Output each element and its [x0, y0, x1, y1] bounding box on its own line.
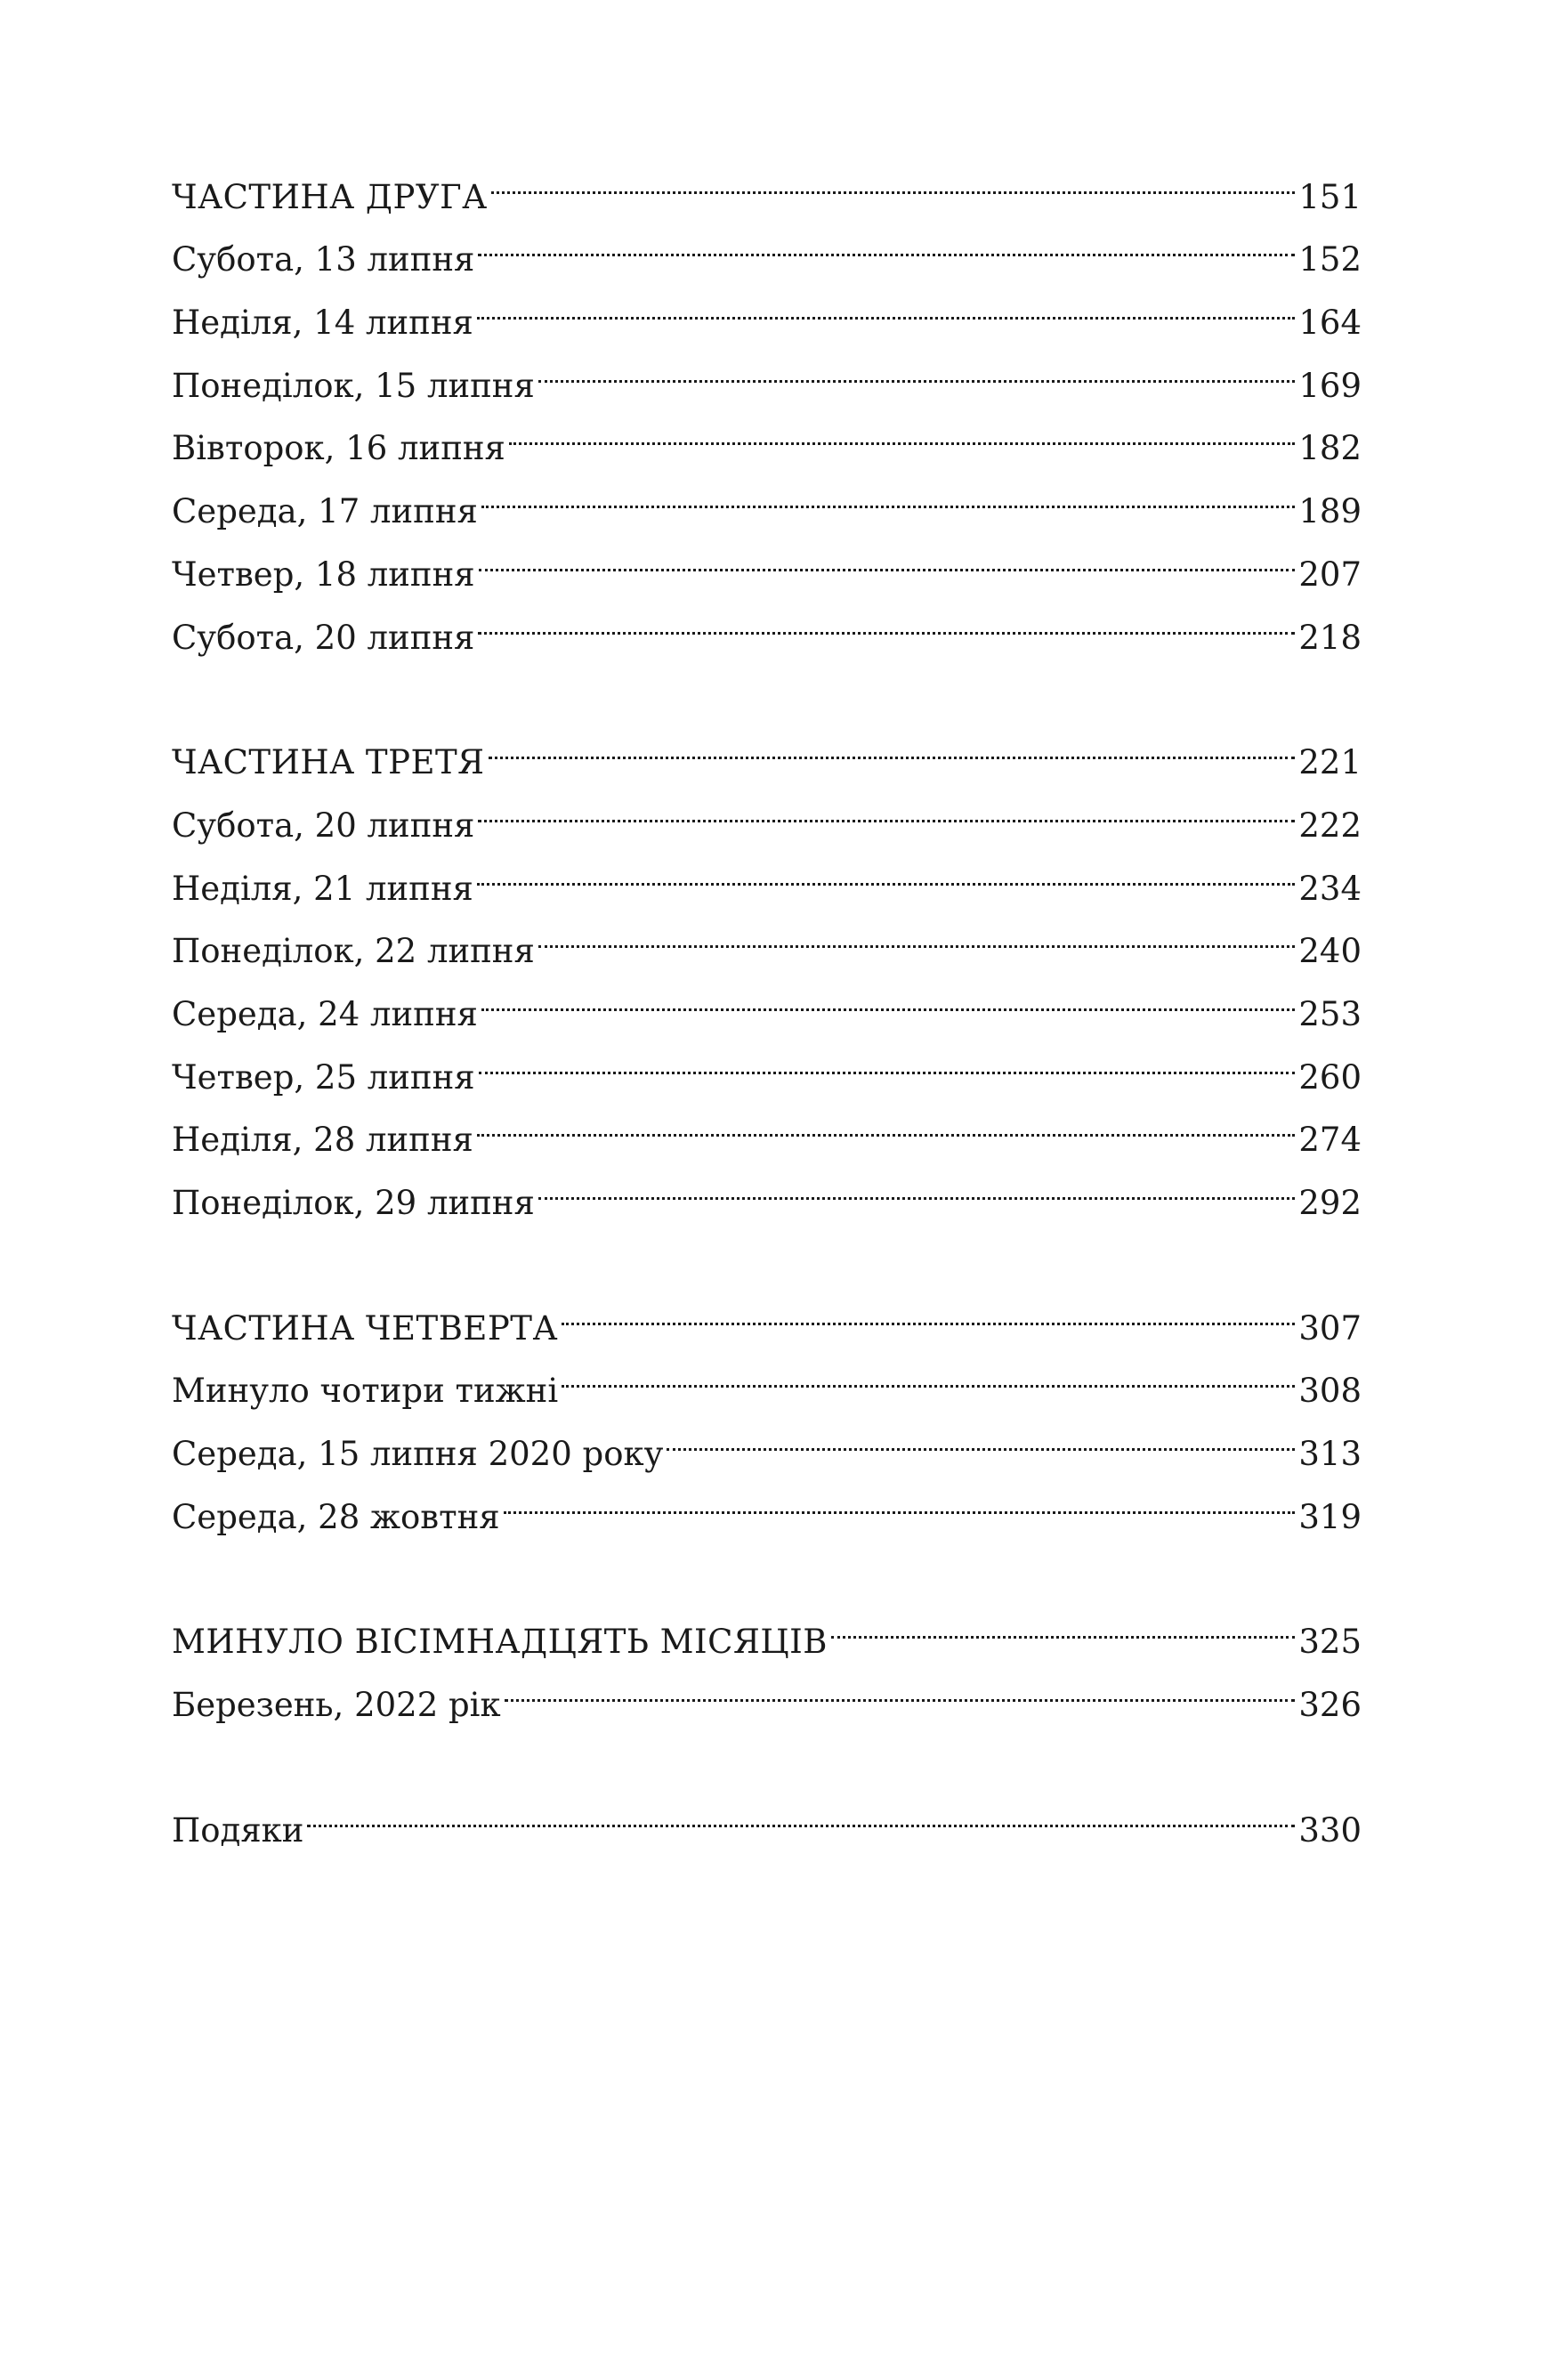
toc-page-number: 164	[1298, 304, 1362, 343]
toc-entry-title: Вівторок, 16 липня	[172, 429, 505, 468]
toc-page-number: 330	[1298, 1810, 1362, 1850]
toc-group	[172, 1276, 1362, 1536]
toc-entry	[172, 1778, 1362, 1850]
toc-page-number: 189	[1298, 492, 1362, 531]
toc-page-number: 207	[1298, 555, 1362, 594]
toc-entry-title: Субота, 13 липня	[172, 240, 475, 279]
dot-leader	[562, 1340, 1295, 1403]
toc-page-number: 234	[1298, 869, 1362, 908]
dot-leader	[477, 837, 1296, 900]
dot-leader	[538, 900, 1296, 963]
toc-entry-title: Середа, 15 липня 2020 року	[172, 1435, 664, 1474]
toc-page-number: 325	[1298, 1623, 1362, 1662]
toc-page-number: 274	[1298, 1121, 1362, 1160]
dot-leader	[481, 459, 1296, 522]
dot-leader	[478, 773, 1295, 837]
dot-leader	[538, 334, 1296, 397]
toc-part-heading	[172, 1276, 1362, 1348]
table-of-contents	[172, 145, 1362, 1904]
dot-leader	[307, 1778, 1295, 1842]
dot-leader	[667, 1402, 1295, 1465]
dot-leader	[509, 397, 1295, 460]
toc-entry-title: Четвер, 25 липня	[172, 1057, 475, 1097]
toc-entry-title: Понеділок, 29 липня	[172, 1184, 535, 1222]
toc-entry-title: Середа, 24 липня	[172, 994, 478, 1033]
dot-leader	[477, 1089, 1296, 1152]
toc-part-heading	[172, 145, 1362, 216]
toc-entry-title: Неділя, 21 липня	[172, 869, 473, 908]
toc-entry-title: Неділя, 28 липня	[172, 1121, 473, 1160]
toc-entry-title: Понеділок, 15 липня	[172, 366, 535, 405]
toc-page-number: 182	[1298, 429, 1362, 468]
dot-leader	[479, 522, 1296, 586]
toc-group	[172, 711, 1362, 1222]
toc-page-number: 307	[1298, 1308, 1362, 1348]
toc-page-number: 319	[1298, 1497, 1362, 1536]
toc-page-number: 152	[1298, 240, 1362, 279]
toc-page-number: 326	[1298, 1686, 1362, 1725]
toc-group	[172, 1778, 1362, 1850]
dot-leader	[505, 1653, 1296, 1716]
toc-entry-title: Четвер, 18 липня	[172, 555, 475, 594]
dot-leader	[478, 208, 1295, 271]
dot-leader	[489, 711, 1296, 774]
toc-entry-title: Понеділок, 22 липня	[172, 932, 535, 971]
dot-leader	[481, 962, 1296, 1025]
toc-page-number: 222	[1298, 806, 1362, 845]
toc-part-heading	[172, 711, 1362, 782]
toc-page-number: 240	[1298, 932, 1362, 971]
dot-leader	[504, 1465, 1296, 1528]
dot-leader	[478, 586, 1295, 649]
toc-entry-title: Подяки	[172, 1810, 304, 1850]
toc-entry-title: Неділя, 14 липня	[172, 304, 473, 343]
toc-entry-title: ЧАСТИНА ЧЕТВЕРТА	[172, 1308, 559, 1348]
toc-page-number: 308	[1298, 1372, 1362, 1411]
toc-entry-title: Березень, 2022 рік	[172, 1686, 501, 1725]
dot-leader	[538, 1151, 1296, 1214]
toc-page-number: 260	[1298, 1057, 1362, 1097]
dot-leader	[831, 1591, 1295, 1654]
dot-leader	[562, 1276, 1295, 1340]
toc-page-number: 253	[1298, 994, 1362, 1033]
toc-part-heading	[172, 1591, 1362, 1662]
toc-page-number: 169	[1298, 366, 1362, 405]
dot-leader	[479, 1025, 1296, 1089]
toc-page-number: 218	[1298, 618, 1362, 657]
toc-group	[172, 1591, 1362, 1725]
dot-leader	[477, 271, 1296, 334]
toc-entry-title: ЧАСТИНА ТРЕТЯ	[172, 743, 485, 782]
dot-leader	[491, 145, 1296, 208]
toc-group	[172, 145, 1362, 657]
toc-entry-title: ЧАСТИНА ДРУГА	[172, 177, 488, 216]
toc-entry-title: Середа, 17 липня	[172, 492, 478, 531]
toc-page-number: 221	[1298, 743, 1362, 782]
toc-page-number: 313	[1298, 1435, 1362, 1474]
toc-entry-title: Середа, 28 жовтня	[172, 1497, 500, 1536]
toc-entry-title: Субота, 20 липня	[172, 806, 475, 845]
toc-entry-title: МИНУЛО ВІСІМНАДЦЯТЬ МІСЯЦІВ	[172, 1623, 828, 1662]
toc-entry-title: Субота, 20 липня	[172, 618, 475, 657]
toc-page-number: 151	[1298, 177, 1362, 216]
toc-entry-title: Минуло чотири тижні	[172, 1372, 559, 1411]
toc-page-number: 292	[1298, 1184, 1362, 1222]
